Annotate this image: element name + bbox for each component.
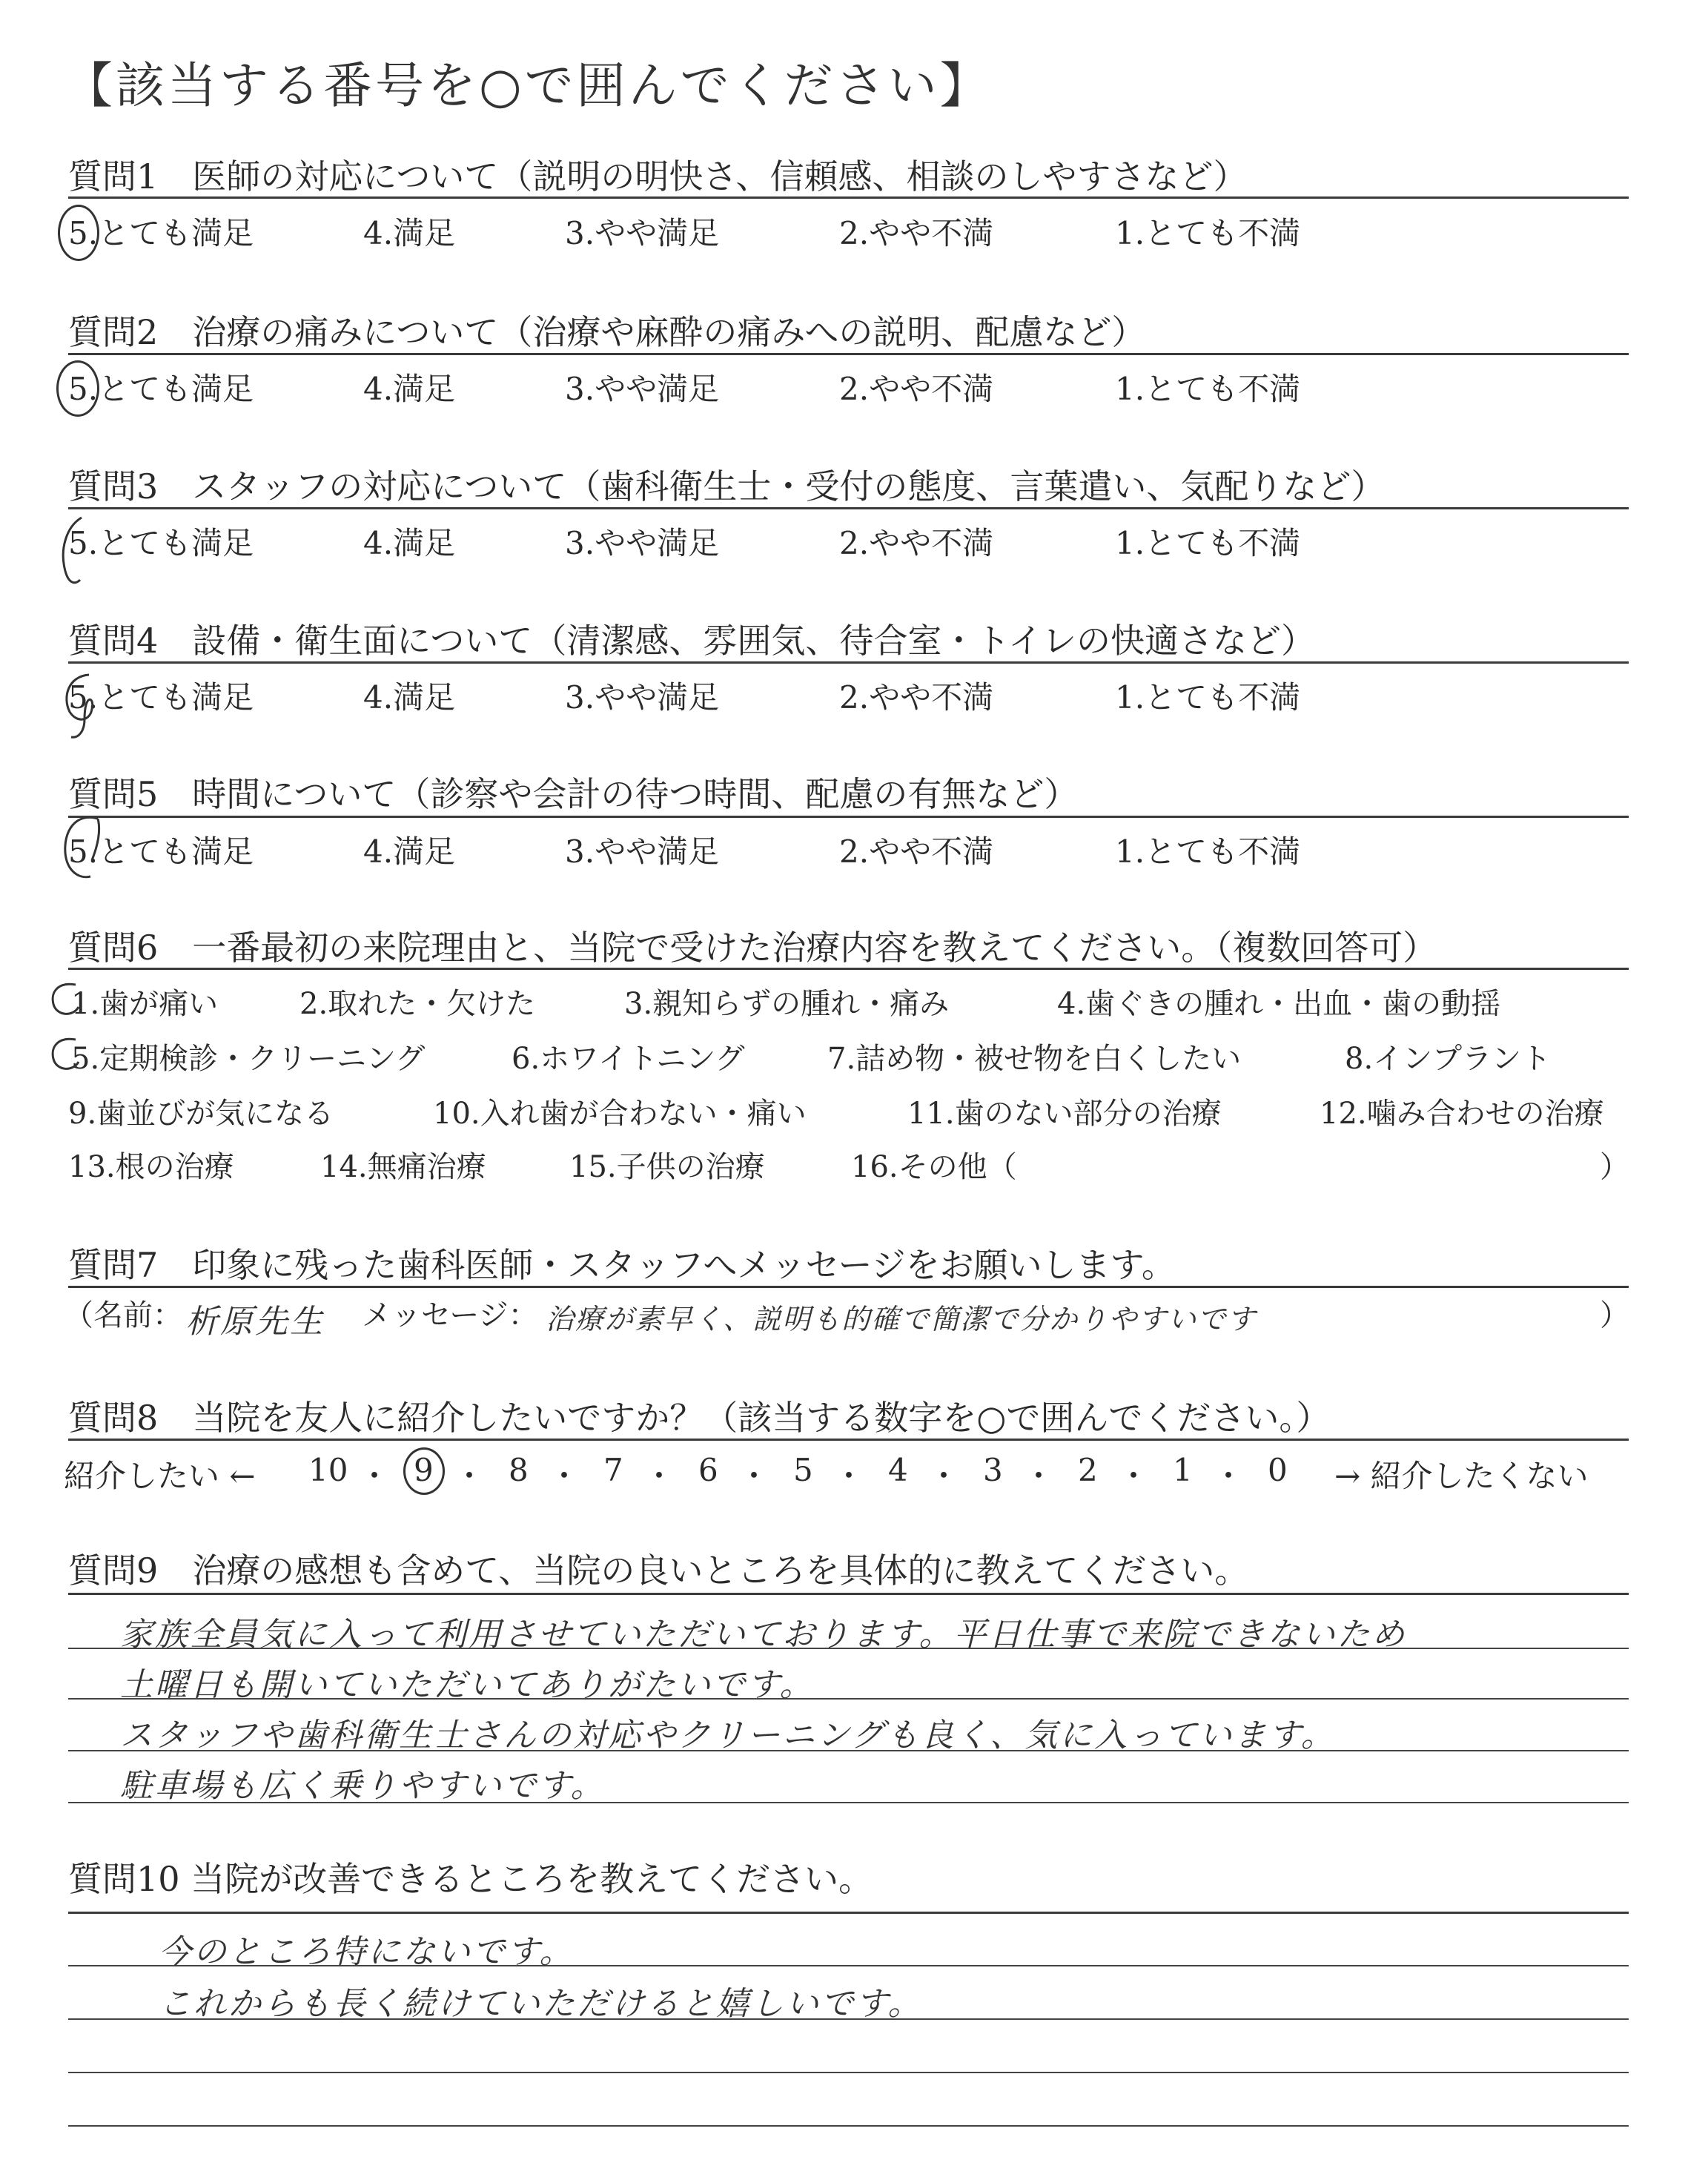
q7-message-value[interactable]: 治療が素早く、説明も的確で簡潔で分かりやすいです	[546, 1303, 1257, 1335]
q8-scale-separator: ・	[1213, 1458, 1245, 1494]
q6-option-3[interactable]: 3.親知らずの腫れ・痛み	[624, 987, 950, 1021]
q8-scale-1[interactable]: 1	[1173, 1452, 1193, 1488]
q9-answer-line-4[interactable]: 駐車場も広く乗りやすいです。	[120, 1767, 606, 1805]
q3-rule	[68, 507, 1629, 509]
q2-option-1[interactable]: 1.とても不満	[1115, 371, 1301, 407]
q3-option-3[interactable]: 3.やや満足	[565, 525, 720, 561]
q5-option-4[interactable]: 4.満足	[363, 833, 456, 870]
q8-selection-circle	[403, 1447, 445, 1495]
q8-heading: 質問8 当院を友人に紹介したいですか？（該当する数字を○で囲んでください。）	[68, 1398, 1331, 1438]
q8-scale-8[interactable]: 8	[509, 1452, 529, 1488]
q6-option-11[interactable]: 11.歯のない部分の治療	[907, 1097, 1222, 1131]
q4-selection-mark	[55, 667, 107, 742]
q6-option-9[interactable]: 9.歯並びが気になる	[68, 1097, 334, 1131]
q5-option-2[interactable]: 2.やや不満	[839, 833, 994, 870]
q8-scale-10[interactable]: 10	[308, 1452, 348, 1488]
q8-scale-separator: ・	[454, 1458, 486, 1494]
q4-option-1[interactable]: 1.とても不満	[1115, 679, 1301, 716]
q8-scale-9[interactable]: 9	[414, 1452, 434, 1488]
q2-option-4[interactable]: 4.満足	[363, 371, 456, 407]
q2-heading: 質問2 治療の痛みについて（治療や麻酔の痛みへの説明、配慮など）	[68, 312, 1146, 352]
q3-option-2[interactable]: 2.やや不満	[839, 525, 994, 561]
q6-option-5[interactable]: 5.定期検診・クリーニング	[71, 1042, 426, 1076]
q6-option-6[interactable]: 6.ホワイトニング	[512, 1042, 745, 1076]
q5-selection-mark	[53, 808, 113, 890]
q8-scale-4[interactable]: 4	[888, 1452, 908, 1488]
q1-option-1[interactable]: 1.とても不満	[1115, 215, 1301, 251]
q6-option-14[interactable]: 14.無痛治療	[320, 1150, 486, 1184]
q2-selection-circle	[56, 360, 99, 417]
q8-scale-separator: ・	[643, 1458, 675, 1494]
q10-answer-line-2[interactable]: これからも長く続けていただけると嬉しいです。	[159, 1985, 923, 2023]
q8-scale	[308, 1452, 1305, 1496]
q7-name-value[interactable]: 析原先生	[185, 1303, 325, 1341]
q8-scale-6[interactable]: 6	[698, 1452, 718, 1488]
q4-heading: 質問4 設備・衛生面について（清潔感、雰囲気、待合室・トイレの快適さなど）	[68, 621, 1316, 661]
q6-heading: 質問6 一番最初の来院理由と、当院で受けた治療内容を教えてください。（複数回答可）	[68, 928, 1437, 968]
q6-option-10[interactable]: 10.入れ歯が合わない・痛い	[433, 1097, 807, 1131]
q1-rule	[68, 196, 1629, 199]
q1-option-5[interactable]: 5.とても満足	[68, 215, 254, 251]
q5-heading: 質問5 時間について（診察や会計の待つ時間、配慮の有無など）	[68, 774, 1079, 814]
q8-scale-separator: ・	[1118, 1458, 1150, 1494]
q2-option-5[interactable]: 5.とても満足	[68, 371, 254, 407]
q5-option-5[interactable]: 5.とても満足	[68, 833, 254, 870]
q8-scale-separator: ・	[549, 1458, 580, 1494]
q8-scale-3[interactable]: 3	[983, 1452, 1003, 1488]
q6-option-2[interactable]: 2.取れた・欠けた	[299, 987, 536, 1021]
q9-rule	[68, 1593, 1629, 1595]
q9-answer-line-1[interactable]: 家族全員気に入って利用させていただいております。平日仕事で来院できないため	[120, 1616, 1407, 1654]
q1-heading: 質問1 医師の対応について（説明の明快さ、信頼感、相談のしやすさなど）	[68, 156, 1248, 196]
q3-option-1[interactable]: 1.とても不満	[1115, 525, 1301, 561]
q2-option-3[interactable]: 3.やや満足	[565, 371, 720, 407]
q8-scale-5[interactable]: 5	[793, 1452, 813, 1488]
q6-selection-mark-5	[43, 1032, 87, 1077]
q9-answer-line-2[interactable]: 土曜日も開いていただいてありがたいです。	[120, 1666, 815, 1704]
q3-heading: 質問3 スタッフの対応について（歯科衛生士・受付の態度、言葉遣い、気配りなど）	[68, 466, 1386, 506]
q1-option-3[interactable]: 3.やや満足	[565, 215, 720, 251]
q8-rule	[68, 1439, 1629, 1441]
q8-left-label: 紹介したい ←	[64, 1458, 256, 1494]
q4-option-3[interactable]: 3.やや満足	[565, 679, 720, 716]
q8-scale-separator: ・	[833, 1458, 865, 1494]
q4-rule	[68, 661, 1629, 664]
q10-line-4	[68, 2125, 1629, 2127]
q8-scale-0[interactable]: 0	[1268, 1452, 1288, 1488]
q8-scale-separator: ・	[928, 1458, 960, 1494]
q7-rule	[68, 1286, 1629, 1288]
q7-message-label: メッセージ：	[362, 1298, 538, 1332]
q10-line-3	[68, 2072, 1629, 2073]
q6-option-8[interactable]: 8.インプラント	[1345, 1042, 1552, 1076]
q10-answer-line-1[interactable]: 今のところ特にないです。	[159, 1933, 575, 1971]
q7-name-label: （名前：	[64, 1298, 182, 1332]
q5-rule	[68, 816, 1629, 818]
q6-selection-mark-1	[43, 977, 87, 1022]
q10-heading: 質問10 当院が改善できるところを教えてください。	[68, 1859, 873, 1899]
q6-option-1[interactable]: 1.歯が痛い	[71, 987, 219, 1021]
q5-option-1[interactable]: 1.とても不満	[1115, 833, 1301, 870]
q8-scale-7[interactable]: 7	[603, 1452, 623, 1488]
q3-option-4[interactable]: 4.満足	[363, 525, 456, 561]
q8-right-label: → 紹介したくない	[1334, 1458, 1589, 1494]
q8-scale-separator: ・	[359, 1458, 391, 1494]
q8-scale-separator: ・	[1023, 1458, 1055, 1494]
q10-rule	[68, 1912, 1629, 1914]
q7-close-paren: ）	[1600, 1298, 1629, 1332]
q4-option-4[interactable]: 4.満足	[363, 679, 456, 716]
q9-heading: 質問9 治療の感想も含めて、当院の良いところを具体的に教えてください。	[68, 1550, 1249, 1591]
q7-heading: 質問7 印象に残った歯科医師・スタッフへメッセージをお願いします。	[68, 1245, 1176, 1285]
q6-option-15[interactable]: 15.子供の治療	[569, 1150, 765, 1184]
q1-option-2[interactable]: 2.やや不満	[839, 215, 994, 251]
q9-answer-line-3[interactable]: スタッフや歯科衛生士さんの対応やクリーニングも良く、気に入っています。	[120, 1717, 1336, 1754]
q8-scale-separator: ・	[738, 1458, 770, 1494]
q2-option-2[interactable]: 2.やや不満	[839, 371, 994, 407]
q6-option-13[interactable]: 13.根の治療	[68, 1150, 234, 1184]
q5-option-3[interactable]: 3.やや満足	[565, 833, 720, 870]
q4-option-5[interactable]: 5.とても満足	[68, 679, 254, 716]
q2-rule	[68, 353, 1629, 355]
q6-option-16[interactable]: 16.その他（	[851, 1150, 1017, 1184]
q3-option-5[interactable]: 5.とても満足	[68, 525, 254, 561]
q6-other-close: ）	[1600, 1150, 1629, 1184]
q4-option-2[interactable]: 2.やや不満	[839, 679, 994, 716]
page-title: 【該当する番号を○で囲んでください】	[64, 57, 992, 114]
q1-option-4[interactable]: 4.満足	[363, 215, 456, 251]
q1-selection-circle	[58, 205, 99, 261]
q6-rule	[68, 968, 1629, 970]
q6-option-4[interactable]: 4.歯ぐきの腫れ・出血・歯の動揺	[1057, 987, 1501, 1021]
q6-option-12[interactable]: 12.噛み合わせの治療	[1320, 1097, 1604, 1131]
q3-selection-mark	[52, 512, 104, 593]
q6-option-7[interactable]: 7.詰め物・被せ物を白くしたい	[827, 1042, 1242, 1076]
q8-scale-2[interactable]: 2	[1078, 1452, 1098, 1488]
